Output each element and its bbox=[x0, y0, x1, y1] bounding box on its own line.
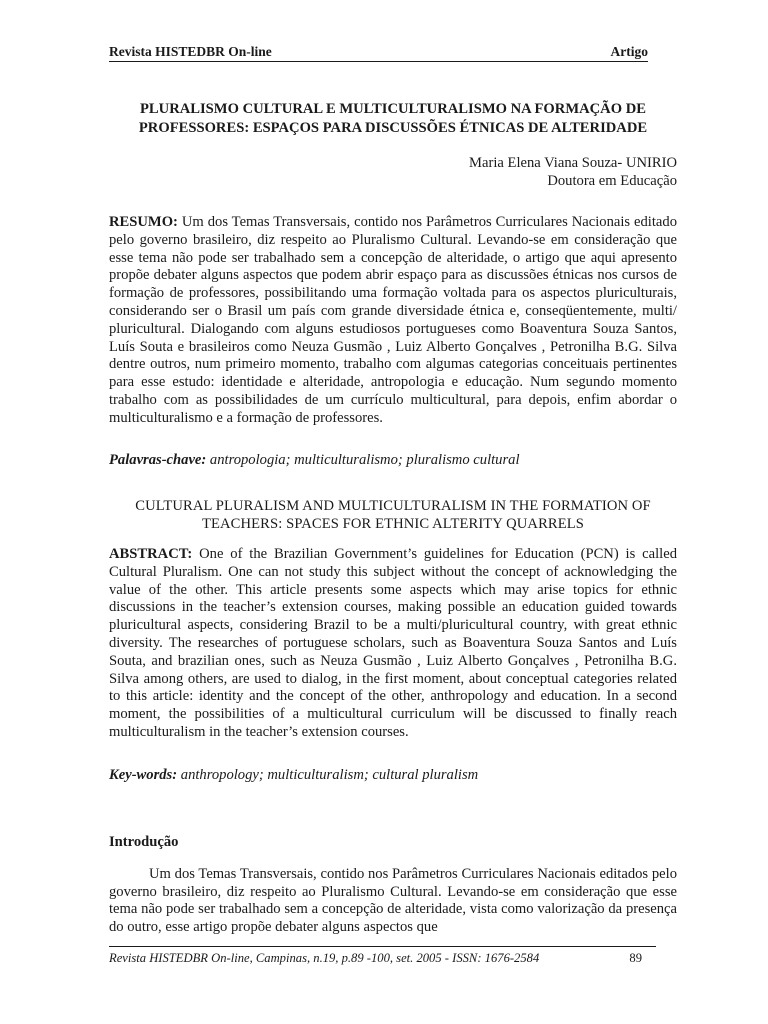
abstract-text: One of the Brazilian Government’s guidelines for Education (PCN) is called Cultural Pluralism. One can not study this subject without the concept of acknowledging the value of the other. This article presents some aspects which may arise topics for ethnic discussions in the teacher’s extension courses, making possible an education guided towards pluricultural aspects, considering Brazil to be a multi/pluricultural country, with great ethnic diversity. The researches of portuguese scholars, such as Boaventura Souza Santos and Luís Souta, and brazilian ones, such as Neuza Gusmão , Luiz Alberto Gonçalves , Petronilha B.G. Silva among others, are used to dialog, in the first moment, about conceptual categories related to this article: identity and the concept of the other, anthropology and education. In a second moment, the possibilities of a multicultural curriculum will be discussed to finally reach multiculturalism in the teacher’s extension courses. bbox=[109, 546, 677, 740]
keywords-en-text: anthropology; multiculturalism; cultural pluralism bbox=[180, 767, 479, 783]
english-title-line-1: CULTURAL PLURALISM AND MULTICULTURALISM IN THE FORMATION OF bbox=[135, 498, 651, 514]
author-block bbox=[109, 154, 677, 190]
footer-divider bbox=[109, 946, 656, 947]
header-divider bbox=[109, 61, 648, 62]
english-title bbox=[109, 497, 677, 533]
journal-name: Revista HISTEDBR On-line bbox=[109, 44, 272, 59]
keywords-pt-label: Palavras-chave: bbox=[109, 452, 207, 468]
abstract-section bbox=[109, 546, 677, 742]
section-label: Artigo bbox=[610, 44, 648, 59]
title-line-1: PLURALISMO CULTURAL E MULTICULTURALISMO NA FORMAÇÃO DE bbox=[140, 101, 646, 117]
english-title-line-2: TEACHERS: SPACES FOR ETHNIC ALTERITY QUARRELS bbox=[202, 516, 584, 532]
introduction-paragraph bbox=[109, 866, 677, 936]
introduction-heading: Introdução bbox=[109, 834, 179, 850]
keywords-pt bbox=[109, 451, 677, 469]
resumo-label: RESUMO: bbox=[109, 214, 178, 230]
footer-citation: Revista HISTEDBR On-line, Campinas, n.19, p.89 -100, set. 2005 - ISSN: 1676-2584 bbox=[109, 951, 540, 965]
abstract-label: ABSTRACT: bbox=[109, 546, 193, 562]
running-header bbox=[109, 43, 648, 60]
keywords-en-label: Key-words: bbox=[109, 767, 178, 783]
resumo-section bbox=[109, 214, 677, 428]
resumo-text: Um dos Temas Transversais, contido nos Parâmetros Curriculares Nacionais editado pelo governo brasileiro, diz respeito ao Pluralismo Cultural. Levando-se em consideração que esse tema não pode ser trabalhado sem a concepção de alteridade, o artigo que aqui apresento propõe debater alguns aspectos que podem abrir espaço para as discussões étnicas nos cursos de formação de professores, possibilitando uma formação voltada para os aspectos pluriculturais, considerando ser o Brasil um país com grande diversidade étnica e, conseqüentemente, multi/ pluricultural. Dialogando com alguns estudiosos portugueses como Boaventura Souza Santos, Luís Souta e brasileiros como Neuza Gusmão , Luiz Alberto Gonçalves , Petronilha B.G. Silva dentre outros, num primeiro momento, trabalho com algumas categorias conceituais pertinentes para esse estudo: identidade e alteridade, antropologia e educação. Num segundo momento trabalho com as possibilidades de um currículo multicultural, para depois, enfim abordar o multiculturalismo e a formação de professores. bbox=[109, 214, 677, 426]
page-number: 89 bbox=[629, 951, 642, 965]
author-name: Maria Elena Viana Souza- UNIRIO bbox=[469, 155, 677, 171]
title-line-2: PROFESSORES: ESPAÇOS PARA DISCUSSÕES ÉTNICAS DE ALTERIDADE bbox=[138, 120, 648, 136]
author-degree: Doutora em Educação bbox=[547, 173, 677, 189]
article-title bbox=[109, 100, 677, 138]
introduction-text: Um dos Temas Transversais, contido nos Parâmetros Curriculares Nacionais editados pelo governo brasileiro, diz respeito ao Pluralismo Cultural. Levando-se em consideração que esse tema não pode ser trabalhado sem a concepção de alteridade, vista como valorização da presença do outro, esse artigo propõe debater alguns aspectos que bbox=[109, 866, 677, 935]
keywords-pt-text: antropologia; multiculturalismo; pluralismo cultural bbox=[209, 452, 520, 468]
keywords-en bbox=[109, 766, 677, 784]
running-footer bbox=[109, 950, 648, 966]
